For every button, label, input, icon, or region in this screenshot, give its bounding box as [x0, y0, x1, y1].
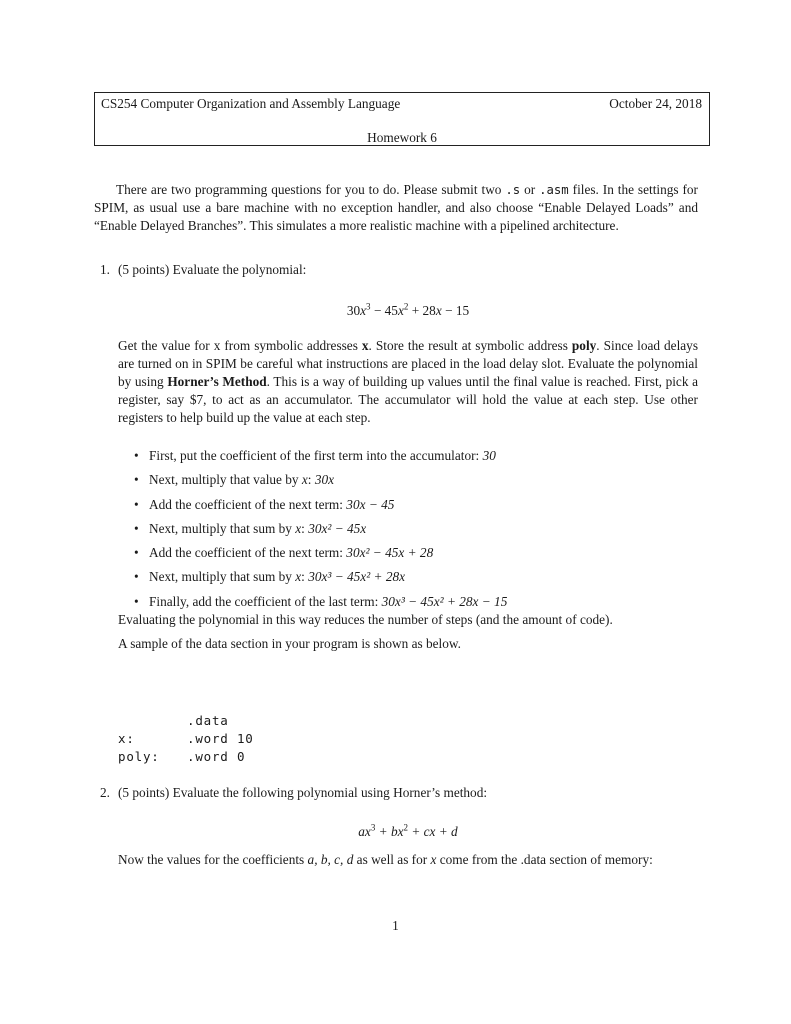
q1-desc-2: . Store the result at symbolic address: [368, 338, 572, 353]
poly-x2: x: [397, 303, 404, 318]
code-label: x:: [118, 731, 135, 746]
bullet-label: Add the coefficient of the next term:: [149, 496, 347, 512]
poly-x1: x: [360, 303, 367, 318]
code-op: .word 0: [187, 749, 246, 764]
bullet-label: Next, multiply that sum by: [149, 520, 296, 536]
q2-desc-2: as well as for: [353, 852, 431, 867]
intro-text-2: files. In the settings for SPIM, as usual use a bare machine with no exception handler, and also choose “Enable Delayed Loads” and “Enable Delayed Branches”. This simulates a more realistic machine with a pipelined architecture.: [94, 182, 698, 233]
bullet-label: First, put the coefficient of the first term into the accumulator:: [149, 448, 483, 463]
list-item: [134, 471, 507, 495]
q1-sample-text: A sample of the data section in your program is shown as below.: [118, 636, 461, 651]
bullet-math: 30x − 45: [346, 496, 395, 512]
poly-exp2: 2: [403, 301, 409, 312]
poly-28: + 28: [408, 303, 436, 318]
q2-rest: + cx + d: [408, 824, 458, 839]
intro-text-or: or: [520, 182, 540, 197]
q2-x: x: [430, 852, 437, 867]
poly-exp3: 3: [366, 301, 371, 312]
q1-description: [118, 337, 698, 427]
q1-desc-4: . This is a way of building up values until the final value is reached. First, pick a register, say $7, to act as an accumulator. The accumulator will hold the value at each step. Use other registers to help build up the value at each step.: [118, 374, 698, 425]
ext-asm: .asm: [539, 183, 569, 197]
q2-coeffs: a, b, c, d: [307, 852, 354, 867]
poly-x3: x: [435, 303, 442, 318]
bullet-math: 30x: [314, 472, 335, 488]
q2-exp3: 3: [370, 822, 376, 833]
q2-exp2: 2: [403, 822, 409, 833]
poly-30: 30: [346, 303, 361, 318]
q2-polynomial: [118, 824, 698, 840]
bullet-var: x: [295, 569, 302, 585]
bullet-math: 30: [482, 448, 496, 463]
q2-desc-3: come from the .data section of memory:: [436, 852, 653, 867]
symbol-poly: poly: [571, 338, 597, 353]
poly-45: − 45: [370, 303, 398, 318]
bullet-math: 30x³ − 45x² + 28x: [308, 569, 406, 585]
q2-description: [118, 851, 698, 869]
bullet-label: Next, multiply that sum by: [149, 569, 296, 585]
bullet-colon: :: [301, 520, 309, 536]
steps-list: [134, 447, 507, 617]
bullet-var: x: [301, 472, 308, 488]
horners-method: Horner’s Method: [167, 374, 267, 389]
bullet-math: 30x² − 45x + 28: [346, 545, 434, 561]
q2-ax: ax: [358, 824, 371, 839]
code-label: poly:: [118, 749, 160, 764]
q2-prompt: (5 points) Evaluate the following polynomial using Horner’s method:: [118, 785, 488, 800]
q1-eval-text: Evaluating the polynomial in this way reduces the number of steps (and the amount of code).: [118, 612, 613, 627]
intro-text-1: There are two programming questions for you to do. Please submit two: [116, 182, 506, 197]
list-item: [134, 568, 507, 592]
code-op: .data: [187, 713, 229, 728]
bullet-label: Next, multiply that value by: [149, 472, 302, 488]
poly-15: − 15: [441, 303, 470, 318]
q1-number: 1.: [100, 262, 110, 277]
q2-bx: + bx: [375, 824, 404, 839]
homework-title: Homework 6: [367, 130, 437, 145]
q1-prompt: (5 points) Evaluate the polynomial:: [118, 262, 307, 277]
q2-number: 2.: [100, 785, 110, 800]
ext-s: .s: [505, 183, 521, 197]
bullet-label: Finally, add the coefficient of the last term:: [149, 593, 382, 609]
list-item: [134, 520, 507, 544]
bullet-colon: :: [307, 472, 315, 488]
code-op: .word 10: [187, 731, 254, 746]
bullet-var: x: [295, 520, 302, 536]
date: October 24, 2018: [609, 96, 702, 111]
symbol-x: x: [361, 338, 369, 353]
q2-desc-1: Now the values for the coefficients: [118, 852, 308, 867]
course-title: CS254 Computer Organization and Assembly Language: [101, 96, 401, 111]
q1-desc-3: . Since load delays are turned on in SPIM be careful what instructions are placed in the load delay slot. Evaluate the polynomial by using: [118, 338, 699, 389]
bullet-colon: :: [301, 569, 309, 585]
intro-paragraph: [94, 181, 698, 235]
bullet-label: Add the coefficient of the next term:: [149, 545, 347, 561]
list-item: [134, 496, 507, 520]
list-item: [134, 447, 507, 471]
q1-desc-1: Get the value for x from symbolic addresses: [118, 338, 362, 353]
page-number: 1: [392, 918, 399, 933]
header-box: [94, 92, 710, 146]
q1-polynomial: [118, 303, 698, 319]
bullet-math: 30x³ − 45x² + 28x − 15: [381, 593, 508, 609]
bullet-math: 30x² − 45x: [308, 520, 367, 536]
list-item: [134, 544, 507, 568]
